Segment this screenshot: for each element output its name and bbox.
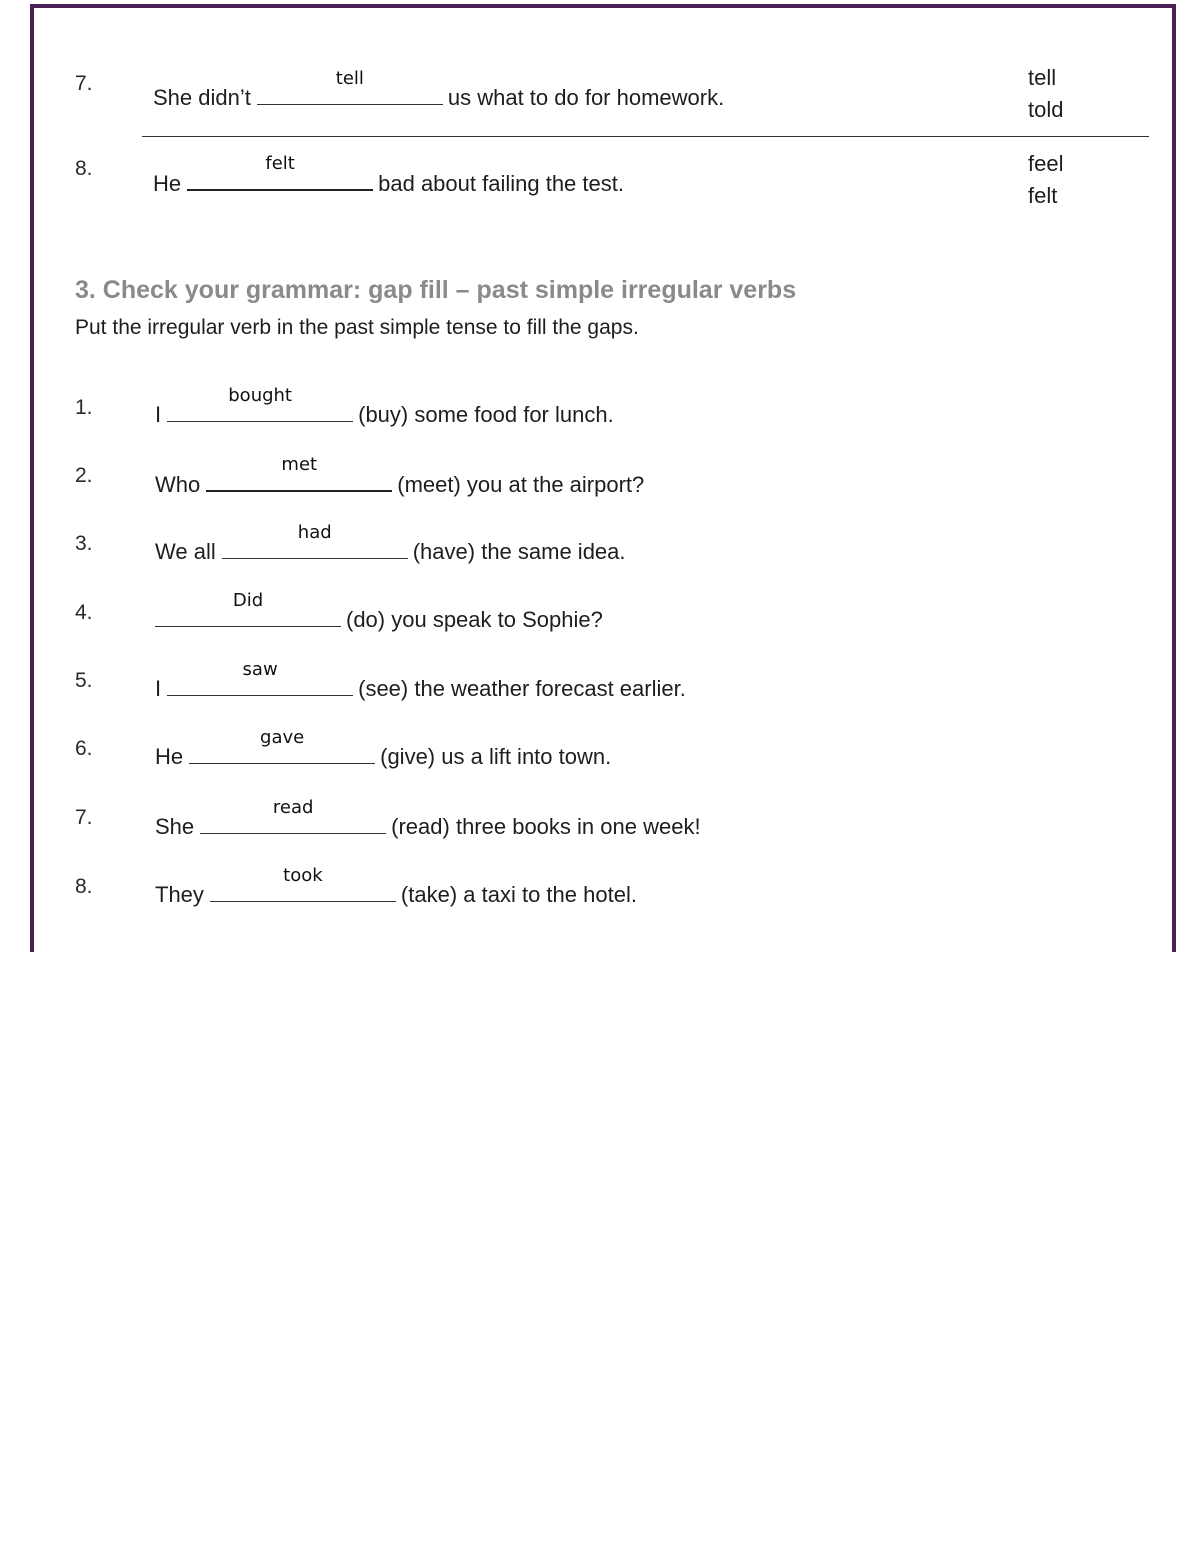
answer-gap[interactable]	[167, 659, 353, 696]
sentence-before: He	[155, 744, 184, 769]
sentence-before: They	[155, 882, 204, 907]
sentence	[155, 385, 614, 428]
answer-gap[interactable]	[257, 68, 443, 105]
sentence	[155, 522, 626, 565]
item-number: 1.	[75, 396, 93, 419]
sentence-before: Who	[155, 472, 201, 497]
sentence	[155, 727, 612, 770]
handwritten-answer: met	[281, 454, 318, 475]
answer-gap[interactable]	[155, 590, 341, 627]
sentence	[155, 454, 645, 498]
handwritten-answer: gave	[260, 727, 305, 748]
item-number: 5.	[75, 669, 93, 692]
sentence-after: bad about failing the test.	[378, 171, 624, 196]
sentence-after: (see) the weather forecast earlier.	[358, 676, 686, 701]
handwritten-answer: read	[272, 797, 314, 818]
answer-gap[interactable]	[210, 865, 396, 902]
sentence-before: We all	[155, 539, 216, 564]
choice-option: feel	[1028, 151, 1064, 176]
item-number: 3.	[75, 532, 93, 555]
item-number: 8.	[75, 875, 93, 898]
handwritten-answer: took	[283, 865, 323, 886]
handwritten-answer: had	[297, 522, 332, 543]
item-number: 7.	[75, 806, 93, 829]
sentence-before: I	[155, 676, 162, 701]
sentence	[153, 68, 725, 111]
section-title: 3. Check your grammar: gap fill – past simple irregular verbs	[75, 276, 797, 304]
sentence-after: (do) you speak to Sophie?	[346, 607, 603, 632]
sentence-before: She didn’t	[153, 85, 251, 110]
choice-option: felt	[1028, 183, 1058, 208]
sentence	[149, 590, 603, 633]
sentence-after: (buy) some food for lunch.	[358, 402, 614, 427]
sentence	[153, 153, 624, 197]
sentence-after: (have) the same idea.	[412, 539, 626, 564]
item-number: 4.	[75, 601, 93, 624]
handwritten-answer: bought	[228, 385, 292, 406]
sentence-after: us what to do for homework.	[447, 85, 725, 110]
sentence	[155, 659, 686, 702]
sentence-before: I	[155, 402, 162, 427]
item-number: 7.	[75, 72, 93, 95]
handwritten-answer: saw	[242, 659, 278, 680]
handwritten-answer: Did	[232, 590, 264, 611]
sentence-after: (meet) you at the airport?	[397, 472, 645, 497]
choice-option: told	[1028, 97, 1064, 122]
answer-gap[interactable]	[206, 454, 392, 492]
sentence	[155, 865, 637, 908]
sentence-before: He	[153, 171, 182, 196]
answer-gap[interactable]	[187, 153, 373, 191]
row-divider	[142, 136, 1149, 137]
sentence-after: (read) three books in one week!	[391, 814, 701, 839]
handwritten-answer: felt	[265, 153, 295, 174]
sentence-after: (give) us a lift into town.	[380, 744, 612, 769]
handwritten-answer: tell	[335, 68, 364, 89]
answer-gap[interactable]	[189, 727, 375, 764]
word-choices	[1028, 148, 1063, 212]
section-instructions: Put the irregular verb in the past simple tense to fill the gaps.	[75, 316, 639, 339]
answer-gap[interactable]	[167, 385, 353, 422]
answer-gap[interactable]	[200, 797, 386, 834]
word-choices	[1028, 62, 1063, 126]
sentence-after: (take) a taxi to the hotel.	[400, 882, 637, 907]
item-number: 2.	[75, 464, 93, 487]
choice-option: tell	[1028, 65, 1057, 90]
item-number: 6.	[75, 737, 93, 760]
sentence	[155, 797, 701, 840]
answer-gap[interactable]	[222, 522, 408, 559]
sentence-before: She	[155, 814, 195, 839]
item-number: 8.	[75, 157, 93, 180]
